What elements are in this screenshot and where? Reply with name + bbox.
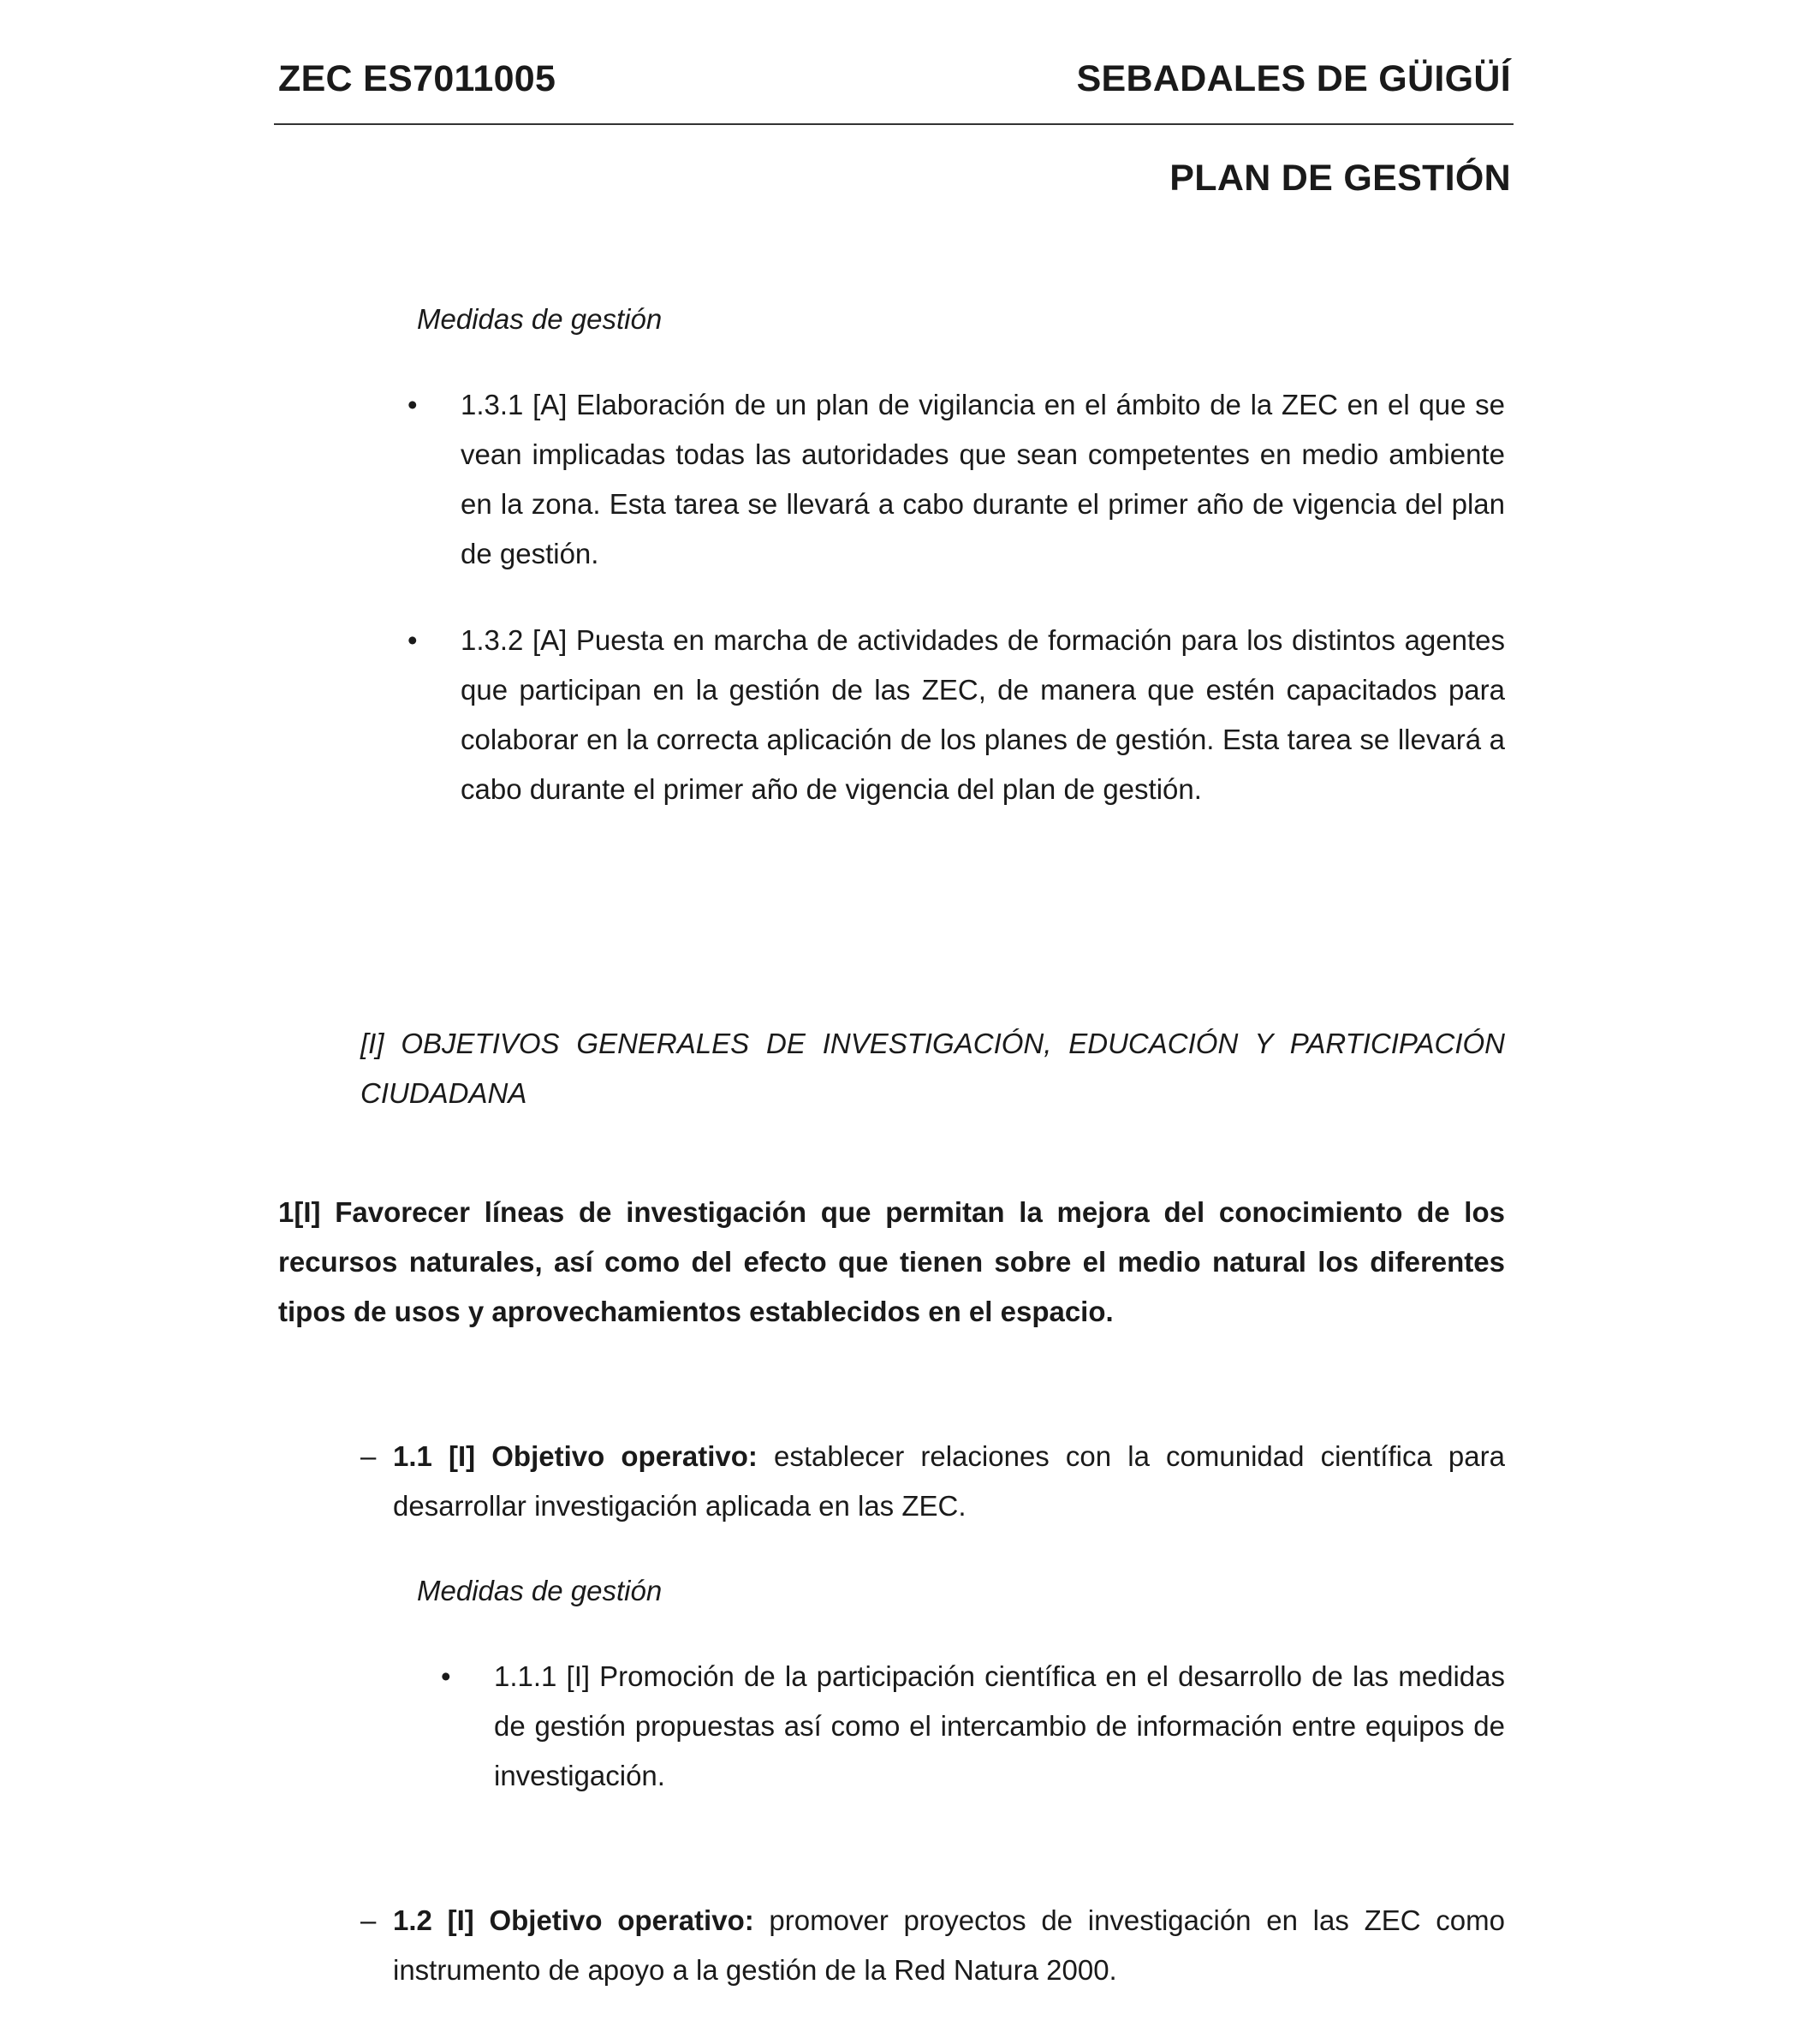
site-name: SEBADALES DE GÜIGÜÍ	[1076, 58, 1511, 99]
measure-1-3-2: 1.3.2 [A] Puesta en marcha de actividades de formación para los distintos agentes que participan en la gestión de las ZEC, de manera que estén capacitados para colaborar en la correcta aplicación de los planes de gestión. Esta tarea se llevará a cabo durante el primer año de vigencia del plan de gestión.	[461, 624, 1505, 805]
measures-heading: Medidas de gestión	[417, 1575, 663, 1606]
objective-text: promover proyectos de investigación en las ZEC como instrumento de apoyo a la gestión de la Red Natura 2000.	[393, 1904, 1505, 1986]
dash-icon: –	[360, 1440, 377, 1472]
objective-label: 1.2 [I] Objetivo operativo:	[393, 1904, 754, 1936]
operational-objective-1-1	[393, 1432, 1505, 1531]
operational-objective-1-2	[393, 1896, 1505, 1995]
measure-1-3-1: 1.3.1 [A] Elaboración de un plan de vigilancia en el ámbito de la ZEC en el que se vean implicadas todas las autoridades que sean competentes en medio ambiente en la zona. Esta tarea se llevará a cabo durante el primer año de vigencia del plan de gestión.	[461, 389, 1505, 569]
objective-label: 1.1 [I] Objetivo operativo:	[393, 1440, 758, 1472]
dash-icon: –	[360, 1904, 377, 1936]
bullet-icon: •	[407, 389, 418, 420]
header-divider	[274, 123, 1514, 125]
section-heading-objectives-I: [I] OBJETIVOS GENERALES DE INVESTIGACIÓN, EDUCACIÓN Y PARTICIPACIÓN CIUDADANA	[360, 1028, 1505, 1109]
measures-heading: Medidas de gestión	[417, 303, 663, 335]
site-code: ZEC ES7011005	[278, 58, 556, 99]
document-title: PLAN DE GESTIÓN	[1169, 158, 1511, 199]
objective-text: establecer relaciones con la comunidad científica para desarrollar investigación aplicada en las ZEC.	[393, 1440, 1505, 1522]
page-header	[278, 58, 1511, 110]
bullet-icon: •	[441, 1660, 451, 1692]
measure-1-1-1: 1.1.1 [I] Promoción de la participación científica en el desarrollo de las medidas de gestión propuestas así como el intercambio de información entre equipos de investigación.	[494, 1660, 1505, 1791]
bullet-icon: •	[407, 624, 418, 656]
general-objective-1-I: 1[I] Favorecer líneas de investigación que permitan la mejora del conocimiento de los recursos naturales, así como del efecto que tienen sobre el medio natural los diferentes tipos de usos y aprovechamientos establecidos en el espacio.	[278, 1196, 1505, 1327]
